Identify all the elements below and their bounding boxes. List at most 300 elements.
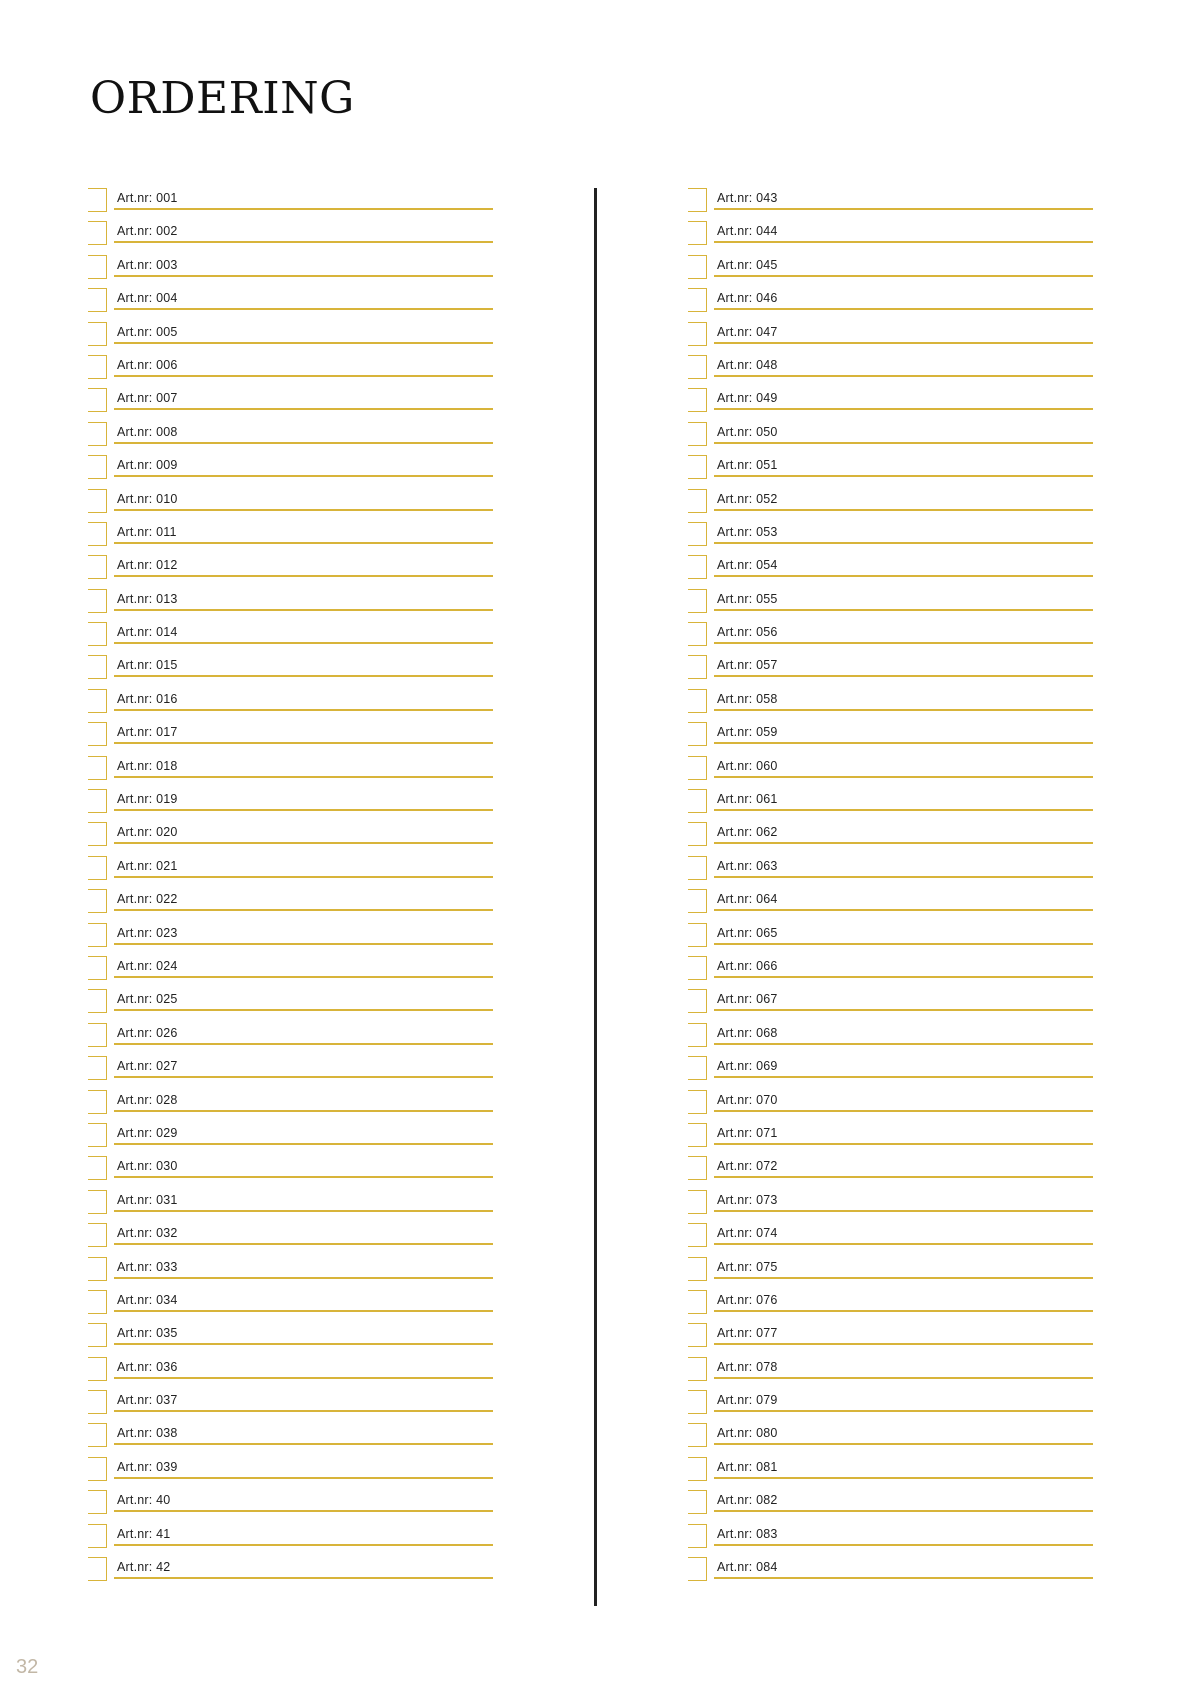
order-checkbox[interactable]: [688, 1557, 707, 1581]
order-checkbox[interactable]: [88, 756, 107, 780]
order-checkbox[interactable]: [688, 1423, 707, 1447]
order-checkbox[interactable]: [688, 322, 707, 346]
order-checkbox[interactable]: [88, 522, 107, 546]
write-in-line[interactable]: [714, 509, 1093, 511]
order-checkbox[interactable]: [88, 1223, 107, 1247]
order-checkbox[interactable]: [688, 188, 707, 212]
write-in-line[interactable]: [714, 542, 1093, 544]
order-row: [688, 1390, 1093, 1423]
order-checkbox[interactable]: [88, 655, 107, 679]
order-checkbox[interactable]: [688, 1190, 707, 1214]
order-checkbox[interactable]: [688, 789, 707, 813]
write-in-line[interactable]: [714, 1443, 1093, 1445]
write-in-line[interactable]: [714, 408, 1093, 410]
order-row: [88, 856, 493, 889]
article-number-label: Art.nr: 060: [717, 758, 778, 773]
write-in-line[interactable]: [714, 1076, 1093, 1078]
article-number-label: Art.nr: 049: [717, 391, 778, 406]
article-number-label: Art.nr: 005: [117, 324, 178, 339]
order-checkbox[interactable]: [688, 1490, 707, 1514]
order-row: [88, 388, 493, 421]
order-row: [88, 722, 493, 755]
write-in-line[interactable]: [714, 1277, 1093, 1279]
article-number-label: Art.nr: 047: [717, 324, 778, 339]
article-number-label: Art.nr: 015: [117, 658, 178, 673]
article-number-label: Art.nr: 072: [717, 1159, 778, 1174]
order-checkbox[interactable]: [88, 1257, 107, 1281]
write-in-line[interactable]: [114, 275, 493, 277]
article-number-label: Art.nr: 059: [717, 725, 778, 740]
order-checkbox[interactable]: [88, 355, 107, 379]
order-checkbox[interactable]: [688, 889, 707, 913]
write-in-line[interactable]: [714, 1310, 1093, 1312]
article-number-label: Art.nr: 050: [717, 424, 778, 439]
write-in-line[interactable]: [114, 475, 493, 477]
article-number-label: Art.nr: 028: [117, 1092, 178, 1107]
order-checkbox[interactable]: [88, 622, 107, 646]
write-in-line[interactable]: [114, 408, 493, 410]
order-checkbox[interactable]: [88, 1190, 107, 1214]
order-checkbox[interactable]: [688, 956, 707, 980]
article-number-label: Art.nr: 032: [117, 1226, 178, 1241]
order-row: [88, 889, 493, 922]
write-in-line[interactable]: [114, 675, 493, 677]
write-in-line[interactable]: [114, 1009, 493, 1011]
order-row: [88, 1490, 493, 1523]
order-row: [88, 622, 493, 655]
write-in-line[interactable]: [714, 275, 1093, 277]
write-in-line[interactable]: [114, 1510, 493, 1512]
article-number-label: Art.nr: 013: [117, 591, 178, 606]
order-checkbox[interactable]: [88, 989, 107, 1013]
article-number-label: Art.nr: 008: [117, 424, 178, 439]
article-number-label: Art.nr: 066: [717, 958, 778, 973]
order-row: [88, 989, 493, 1022]
write-in-line[interactable]: [714, 475, 1093, 477]
order-checkbox[interactable]: [88, 489, 107, 513]
order-row: [688, 889, 1093, 922]
order-row: [88, 956, 493, 989]
order-row: [88, 1457, 493, 1490]
article-number-label: Art.nr: 067: [717, 992, 778, 1007]
article-number-label: Art.nr: 031: [117, 1192, 178, 1207]
order-checkbox[interactable]: [88, 822, 107, 846]
order-row: [688, 1123, 1093, 1156]
order-row: [88, 1557, 493, 1590]
order-row: [88, 1323, 493, 1356]
article-number-label: Art.nr: 071: [717, 1125, 778, 1140]
order-checkbox[interactable]: [88, 722, 107, 746]
article-number-label: Art.nr: 40: [117, 1493, 171, 1508]
write-in-line[interactable]: [114, 575, 493, 577]
article-number-label: Art.nr: 063: [717, 858, 778, 873]
article-number-label: Art.nr: 021: [117, 858, 178, 873]
order-checkbox[interactable]: [688, 989, 707, 1013]
order-checkbox[interactable]: [88, 1323, 107, 1347]
order-row: [688, 622, 1093, 655]
order-checkbox[interactable]: [88, 221, 107, 245]
order-row: [88, 655, 493, 688]
article-number-label: Art.nr: 078: [717, 1359, 778, 1374]
order-checkbox[interactable]: [688, 1357, 707, 1381]
write-in-line[interactable]: [114, 442, 493, 444]
write-in-line[interactable]: [114, 241, 493, 243]
write-in-line[interactable]: [714, 1043, 1093, 1045]
write-in-line[interactable]: [714, 1544, 1093, 1546]
order-row: [88, 188, 493, 221]
write-in-line[interactable]: [114, 909, 493, 911]
order-row: [688, 288, 1093, 321]
order-row: [88, 1090, 493, 1123]
order-checkbox[interactable]: [88, 288, 107, 312]
order-row: [688, 1290, 1093, 1323]
write-in-line[interactable]: [114, 842, 493, 844]
write-in-line[interactable]: [114, 1377, 493, 1379]
article-number-label: Art.nr: 056: [717, 625, 778, 640]
order-checkbox[interactable]: [88, 388, 107, 412]
write-in-line[interactable]: [114, 709, 493, 711]
order-row: [88, 522, 493, 555]
order-checkbox[interactable]: [88, 789, 107, 813]
order-row: [88, 555, 493, 588]
write-in-line[interactable]: [114, 642, 493, 644]
write-in-line[interactable]: [114, 776, 493, 778]
write-in-line[interactable]: [114, 1277, 493, 1279]
write-in-line[interactable]: [114, 1143, 493, 1145]
order-checkbox[interactable]: [88, 322, 107, 346]
write-in-line[interactable]: [114, 1176, 493, 1178]
write-in-line[interactable]: [714, 976, 1093, 978]
order-list-left: [88, 188, 493, 1590]
order-checkbox[interactable]: [688, 923, 707, 947]
write-in-line[interactable]: [114, 876, 493, 878]
write-in-line[interactable]: [114, 1110, 493, 1112]
write-in-line[interactable]: [114, 609, 493, 611]
order-row: [688, 455, 1093, 488]
column-divider: [594, 188, 597, 1606]
order-row: [688, 1056, 1093, 1089]
article-number-label: Art.nr: 035: [117, 1326, 178, 1341]
article-number-label: Art.nr: 010: [117, 491, 178, 506]
order-checkbox[interactable]: [88, 1524, 107, 1548]
write-in-line[interactable]: [714, 776, 1093, 778]
article-number-label: Art.nr: 044: [717, 224, 778, 239]
write-in-line[interactable]: [714, 1343, 1093, 1345]
order-checkbox[interactable]: [688, 756, 707, 780]
order-checkbox[interactable]: [688, 355, 707, 379]
order-row: [688, 1557, 1093, 1590]
order-checkbox[interactable]: [688, 1123, 707, 1147]
order-row: [688, 355, 1093, 388]
order-checkbox[interactable]: [88, 1290, 107, 1314]
order-row: [688, 1490, 1093, 1523]
write-in-line[interactable]: [714, 308, 1093, 310]
write-in-line[interactable]: [114, 976, 493, 978]
write-in-line[interactable]: [714, 1410, 1093, 1412]
article-number-label: Art.nr: 084: [717, 1560, 778, 1575]
order-checkbox[interactable]: [688, 221, 707, 245]
order-checkbox[interactable]: [88, 455, 107, 479]
order-checkbox[interactable]: [88, 188, 107, 212]
order-row: [688, 1023, 1093, 1056]
article-number-label: Art.nr: 024: [117, 958, 178, 973]
write-in-line[interactable]: [714, 1377, 1093, 1379]
article-number-label: Art.nr: 019: [117, 792, 178, 807]
order-checkbox[interactable]: [688, 822, 707, 846]
order-row: [88, 756, 493, 789]
write-in-line[interactable]: [114, 208, 493, 210]
order-row: [88, 1023, 493, 1056]
order-checkbox[interactable]: [688, 622, 707, 646]
article-number-label: Art.nr: 068: [717, 1025, 778, 1040]
article-number-label: Art.nr: 025: [117, 992, 178, 1007]
order-checkbox[interactable]: [688, 522, 707, 546]
order-checkbox[interactable]: [688, 689, 707, 713]
order-checkbox[interactable]: [688, 589, 707, 613]
write-in-line[interactable]: [114, 1443, 493, 1445]
order-checkbox[interactable]: [88, 255, 107, 279]
order-checkbox[interactable]: [688, 1290, 707, 1314]
article-number-label: Art.nr: 046: [717, 291, 778, 306]
order-checkbox[interactable]: [688, 1090, 707, 1114]
article-number-label: Art.nr: 061: [717, 792, 778, 807]
order-row: [688, 1357, 1093, 1390]
order-row: [688, 1423, 1093, 1456]
order-row: [88, 1156, 493, 1189]
article-number-label: Art.nr: 034: [117, 1292, 178, 1307]
order-row: [688, 722, 1093, 755]
order-row: [88, 1123, 493, 1156]
article-number-label: Art.nr: 051: [717, 458, 778, 473]
write-in-line[interactable]: [114, 809, 493, 811]
write-in-line[interactable]: [114, 1210, 493, 1212]
order-checkbox[interactable]: [88, 923, 107, 947]
order-checkbox[interactable]: [688, 555, 707, 579]
order-row: [688, 756, 1093, 789]
order-checkbox[interactable]: [688, 1223, 707, 1247]
order-row: [688, 1323, 1093, 1356]
write-in-line[interactable]: [714, 1176, 1093, 1178]
write-in-line[interactable]: [114, 509, 493, 511]
write-in-line[interactable]: [714, 1510, 1093, 1512]
order-checkbox[interactable]: [688, 1257, 707, 1281]
order-row: [88, 1390, 493, 1423]
order-row: [688, 255, 1093, 288]
order-checkbox[interactable]: [688, 255, 707, 279]
article-number-label: Art.nr: 033: [117, 1259, 178, 1274]
write-in-line[interactable]: [714, 1243, 1093, 1245]
write-in-line[interactable]: [114, 1343, 493, 1345]
order-checkbox[interactable]: [88, 689, 107, 713]
write-in-line[interactable]: [714, 1577, 1093, 1579]
order-checkbox[interactable]: [688, 1457, 707, 1481]
article-number-label: Art.nr: 42: [117, 1560, 171, 1575]
write-in-line[interactable]: [714, 876, 1093, 878]
order-row: [688, 388, 1093, 421]
write-in-line[interactable]: [714, 1110, 1093, 1112]
article-number-label: Art.nr: 082: [717, 1493, 778, 1508]
write-in-line[interactable]: [714, 675, 1093, 677]
order-row: [88, 1423, 493, 1456]
order-checkbox[interactable]: [88, 1423, 107, 1447]
order-checkbox[interactable]: [88, 1056, 107, 1080]
article-number-label: Art.nr: 002: [117, 224, 178, 239]
order-checkbox[interactable]: [688, 1056, 707, 1080]
article-number-label: Art.nr: 037: [117, 1393, 178, 1408]
write-in-line[interactable]: [714, 909, 1093, 911]
write-in-line[interactable]: [114, 1577, 493, 1579]
write-in-line[interactable]: [714, 842, 1093, 844]
order-row: [688, 856, 1093, 889]
write-in-line[interactable]: [714, 442, 1093, 444]
write-in-line[interactable]: [114, 1477, 493, 1479]
order-row: [88, 1357, 493, 1390]
order-checkbox[interactable]: [688, 856, 707, 880]
write-in-line[interactable]: [714, 1210, 1093, 1212]
order-row: [88, 1190, 493, 1223]
order-checkbox[interactable]: [88, 422, 107, 446]
order-checkbox[interactable]: [88, 856, 107, 880]
order-checkbox[interactable]: [688, 1323, 707, 1347]
order-checkbox[interactable]: [88, 956, 107, 980]
page-number: 32: [16, 1656, 39, 1678]
order-row: [88, 221, 493, 254]
article-number-label: Art.nr: 004: [117, 291, 178, 306]
article-number-label: Art.nr: 009: [117, 458, 178, 473]
order-row: [88, 1223, 493, 1256]
order-checkbox[interactable]: [688, 1390, 707, 1414]
write-in-line[interactable]: [714, 809, 1093, 811]
write-in-line[interactable]: [114, 308, 493, 310]
order-row: [688, 555, 1093, 588]
order-row: [88, 322, 493, 355]
order-checkbox[interactable]: [688, 1156, 707, 1180]
order-checkbox[interactable]: [688, 288, 707, 312]
write-in-line[interactable]: [114, 375, 493, 377]
article-number-label: Art.nr: 058: [717, 691, 778, 706]
write-in-line[interactable]: [114, 1310, 493, 1312]
order-row: [88, 422, 493, 455]
write-in-line[interactable]: [114, 1076, 493, 1078]
write-in-line[interactable]: [714, 375, 1093, 377]
write-in-line[interactable]: [714, 342, 1093, 344]
order-checkbox[interactable]: [688, 655, 707, 679]
order-row: [688, 789, 1093, 822]
order-checkbox[interactable]: [688, 388, 707, 412]
article-number-label: Art.nr: 022: [117, 892, 178, 907]
write-in-line[interactable]: [714, 1143, 1093, 1145]
write-in-line[interactable]: [714, 709, 1093, 711]
order-row: [688, 1457, 1093, 1490]
order-checkbox[interactable]: [88, 1457, 107, 1481]
write-in-line[interactable]: [714, 642, 1093, 644]
order-row: [688, 188, 1093, 221]
order-checkbox[interactable]: [88, 1090, 107, 1114]
write-in-line[interactable]: [714, 575, 1093, 577]
order-row: [688, 1257, 1093, 1290]
article-number-label: Art.nr: 057: [717, 658, 778, 673]
order-checkbox[interactable]: [88, 589, 107, 613]
article-number-label: Art.nr: 038: [117, 1426, 178, 1441]
order-row: [88, 1257, 493, 1290]
order-row: [88, 822, 493, 855]
write-in-line[interactable]: [114, 1544, 493, 1546]
order-list-right: [688, 188, 1093, 1590]
article-number-label: Art.nr: 075: [717, 1259, 778, 1274]
write-in-line[interactable]: [114, 943, 493, 945]
order-row: [688, 1223, 1093, 1256]
order-checkbox[interactable]: [88, 1557, 107, 1581]
order-checkbox[interactable]: [88, 555, 107, 579]
article-number-label: Art.nr: 045: [717, 257, 778, 272]
order-row: [88, 455, 493, 488]
order-checkbox[interactable]: [88, 1023, 107, 1047]
write-in-line[interactable]: [114, 342, 493, 344]
order-row: [88, 489, 493, 522]
write-in-line[interactable]: [114, 1043, 493, 1045]
order-checkbox[interactable]: [88, 1123, 107, 1147]
article-number-label: Art.nr: 065: [717, 925, 778, 940]
write-in-line[interactable]: [714, 609, 1093, 611]
order-checkbox[interactable]: [88, 1156, 107, 1180]
order-checkbox[interactable]: [688, 489, 707, 513]
order-row: [688, 655, 1093, 688]
write-in-line[interactable]: [714, 1009, 1093, 1011]
order-checkbox[interactable]: [88, 1390, 107, 1414]
order-checkbox[interactable]: [88, 889, 107, 913]
article-number-label: Art.nr: 043: [717, 191, 778, 205]
article-number-label: Art.nr: 076: [717, 1292, 778, 1307]
order-checkbox[interactable]: [688, 422, 707, 446]
order-checkbox[interactable]: [688, 455, 707, 479]
write-in-line[interactable]: [114, 542, 493, 544]
article-number-label: Art.nr: 41: [117, 1526, 171, 1541]
article-number-label: Art.nr: 064: [717, 892, 778, 907]
write-in-line[interactable]: [714, 208, 1093, 210]
article-number-label: Art.nr: 079: [717, 1393, 778, 1408]
order-checkbox[interactable]: [688, 1023, 707, 1047]
article-number-label: Art.nr: 083: [717, 1526, 778, 1541]
write-in-line[interactable]: [114, 1243, 493, 1245]
article-number-label: Art.nr: 081: [717, 1459, 778, 1474]
order-checkbox[interactable]: [88, 1490, 107, 1514]
write-in-line[interactable]: [714, 1477, 1093, 1479]
order-row: [88, 355, 493, 388]
article-number-label: Art.nr: 070: [717, 1092, 778, 1107]
write-in-line[interactable]: [114, 742, 493, 744]
article-number-label: Art.nr: 052: [717, 491, 778, 506]
article-number-label: Art.nr: 011: [117, 524, 177, 539]
order-row: [688, 1190, 1093, 1223]
write-in-line[interactable]: [714, 742, 1093, 744]
write-in-line[interactable]: [714, 241, 1093, 243]
write-in-line[interactable]: [714, 943, 1093, 945]
order-row: [688, 689, 1093, 722]
order-row: [688, 989, 1093, 1022]
order-row: [688, 589, 1093, 622]
order-checkbox[interactable]: [88, 1357, 107, 1381]
order-row: [88, 789, 493, 822]
order-row: [688, 1156, 1093, 1189]
order-row: [88, 1056, 493, 1089]
write-in-line[interactable]: [114, 1410, 493, 1412]
order-checkbox[interactable]: [688, 1524, 707, 1548]
order-checkbox[interactable]: [688, 722, 707, 746]
article-number-label: Art.nr: 029: [117, 1125, 178, 1140]
order-row: [88, 689, 493, 722]
article-number-label: Art.nr: 026: [117, 1025, 178, 1040]
article-number-label: Art.nr: 039: [117, 1459, 178, 1474]
